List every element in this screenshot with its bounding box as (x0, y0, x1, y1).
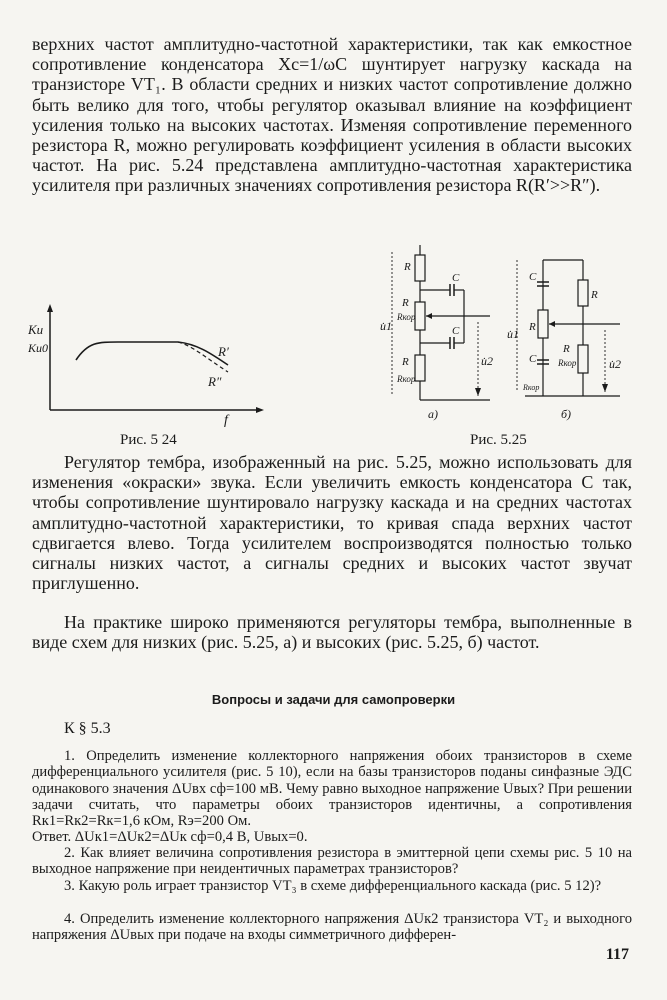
paragraph-2: Регулятор тембра, изображенный на рис. 5.25, можно использовать для изменения «окраски» звука. Если увеличить емкость конденсатора C так, чтобы сопротивление шунтировало нагрузку каскада и на средних частотах амплитудно-частотной характеристики, то кривая спада верхних частот сдвигается влево. Тогда усилителем воспроизводятся полностью только сигналы низких частот, а сигналы средних и высоких частот звучат приглушенно. (32, 452, 632, 594)
label-b: б) (561, 407, 572, 421)
resistor-r-b (538, 310, 548, 338)
figure-5-24-caption: Рис. 5 24 (120, 432, 177, 448)
label-c1: C (452, 272, 460, 284)
label-rkor-b-bottom: Rкор (523, 383, 540, 392)
label-u2-a: u̇2 (481, 354, 493, 368)
y-axis-arrow (47, 304, 53, 312)
label-r-b: R (529, 321, 536, 333)
f-label: f (224, 413, 228, 428)
label-r-top: R (404, 261, 411, 273)
question-4: 4. Определить изменение коллекторного напряжения ΔUк2 транзистора VT₂ и выходного напряжения ΔUвых при подаче на входы симметричного дифферен- (32, 911, 632, 944)
label-c2: C (452, 325, 460, 337)
figure-5-24 (28, 300, 278, 430)
label-rkor-a: Rкор (397, 312, 416, 322)
resistor-r-bottom (415, 355, 425, 381)
question-3: 3. Какую роль играет транзистор VT₃ в схеме дифференциального каскада (рис. 5 12)? (64, 878, 602, 894)
question-1: 1. Определить изменение коллекторного напряжения обоих транзисторов в схеме дифференциального усилителя (рис. 5 10), если на базы транзисторов поданы синфазные ЭДС одинакового значения ΔUвх сф=100 мВ. Чему равно выходное напряжение Uвых? При решении задачи считать, что параметры обоих транзисторов идентичны, а сопротивления Rк1=Rк2=Rк=1,6 кОм, Rэ=200 Ом. (32, 748, 632, 830)
label-rkor-b: Rкор (558, 358, 577, 368)
label-r-mid-b: R (563, 343, 570, 355)
label-r-mid: R (402, 297, 409, 309)
paragraph-1: верхних частот амплитудно-частотной характеристики, так как емкостное сопротивление конденсатора Xc=1/ωC шунтирует нагрузку каскада на транзисторе VT₁. В области средних и низких частот сопротивление должно быть велико для того, чтобы регулятор оказывал влияние на коэффициент усиления только на высоких частотах. Изменяя сопротивление переменного резистора R, можно регулировать коэффициент усиления в области высоких частот. На рис. 5.24 представлена амплитудно-частотная характеристика усилителя при различных значениях сопротивления резистора R(R′>>R″). (32, 34, 632, 196)
label-u1-a: u̇1 (380, 319, 392, 333)
label-u1-b: u̇1 (507, 327, 519, 341)
resistor-rkor-a (415, 302, 425, 330)
x-axis-arrow (256, 407, 264, 413)
ku0-label: Ku0 (28, 341, 49, 355)
question-2: 2. Как влияет величина сопротивления резистора в эмиттерной цепи схемы рис. 5 10 на выходное напряжение при неидентичных параметрах транзисторов? (32, 845, 632, 878)
label-c-top-b: C (529, 271, 537, 283)
response-curve-r1 (76, 342, 228, 365)
questions-heading: Вопросы и задачи для самопроверки (211, 692, 456, 707)
section-reference: К § 5.3 (64, 720, 111, 737)
figure-5-25a (360, 240, 500, 425)
paragraph-3: На практике широко применяются регуляторы тембра, выполненные в виде схем для низких (рис. 5.25, а) и высоких (рис. 5.25, б) частот. (32, 612, 632, 653)
label-c-bottom-b: C (529, 353, 537, 365)
answer-1: Ответ. ΔUк1=ΔUк2=ΔUк сф=0,4 В, Uвых=0. (32, 829, 308, 845)
label-r-bottom: R (402, 356, 409, 368)
label-rkor-a-bottom: Rкор (397, 374, 416, 384)
label-u2-b: u̇2 (609, 357, 621, 371)
resistor-r-top (415, 255, 425, 281)
r-double-prime-label: R″ (208, 374, 222, 389)
resistor-r-top-b (578, 280, 588, 306)
figure-5-25b (505, 240, 635, 425)
resistor-rkor-b (578, 345, 588, 373)
page-number: 117 (605, 946, 629, 963)
label-r-top-b: R (591, 289, 598, 301)
label-a: а) (428, 407, 438, 421)
ku-label: Ku (28, 322, 44, 337)
figure-5-25-caption: Рис. 5.25 (470, 432, 527, 448)
r-prime-label: R′ (218, 344, 229, 359)
